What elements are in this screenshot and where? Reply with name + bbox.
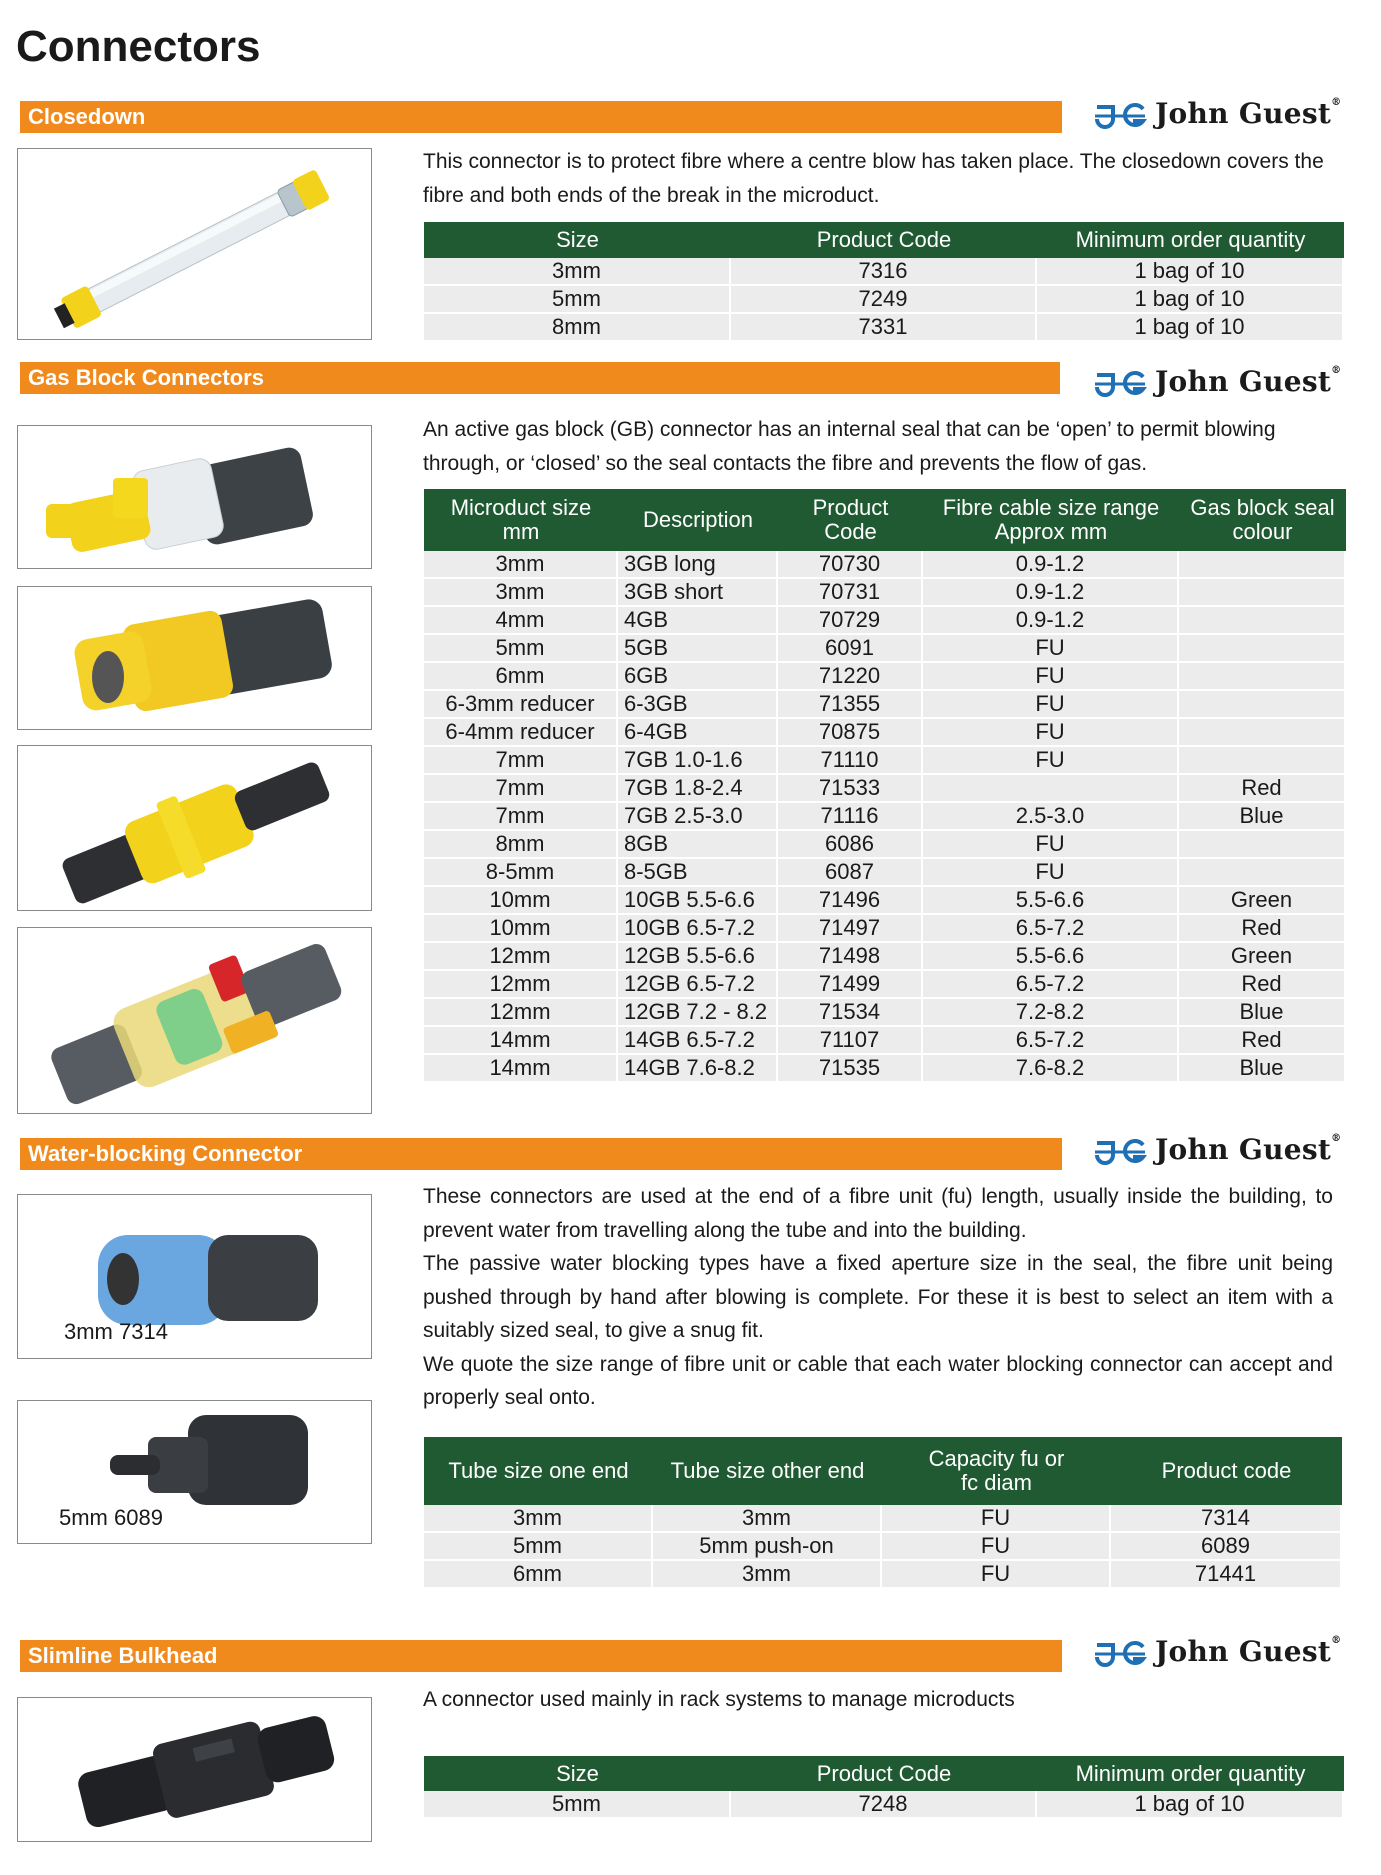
- table-cell: 14GB 6.5-7.2: [618, 1027, 778, 1055]
- bulkhead-header-cell: Size: [424, 1756, 731, 1791]
- table-row: [424, 887, 1346, 915]
- table-cell: 12mm: [424, 999, 618, 1027]
- gas-block-header-cell: Gas block seal colour: [1179, 489, 1346, 551]
- table-cell: 71533: [778, 775, 923, 803]
- table-cell: 14mm: [424, 1027, 618, 1055]
- table-cell: 7mm: [424, 803, 618, 831]
- table-cell: 14mm: [424, 1055, 618, 1083]
- table-cell: 7314: [1111, 1505, 1342, 1533]
- gas-block-image-3: [17, 745, 372, 911]
- table-cell: FU: [882, 1561, 1111, 1589]
- table-cell: [1179, 719, 1346, 747]
- table-cell: Blue: [1179, 1055, 1346, 1083]
- table-row: [424, 803, 1346, 831]
- table-cell: [1179, 635, 1346, 663]
- table-cell: FU: [923, 719, 1179, 747]
- table-row: [424, 775, 1346, 803]
- bulkhead-header-cell: Minimum order quantity: [1037, 1756, 1344, 1791]
- table-cell: 6-4GB: [618, 719, 778, 747]
- table-cell: FU: [882, 1505, 1111, 1533]
- table-cell: 4mm: [424, 607, 618, 635]
- table-cell: 6mm: [424, 1561, 653, 1589]
- table-cell: 70731: [778, 579, 923, 607]
- table-cell: FU: [882, 1533, 1111, 1561]
- table-cell: 7331: [731, 314, 1037, 342]
- water-blocking-header-cell: Tube size one end: [424, 1437, 653, 1505]
- table-cell: 1 bag of 10: [1037, 258, 1344, 286]
- table-row: [424, 1055, 1346, 1083]
- table-row: [424, 1505, 1342, 1533]
- table-row: [424, 663, 1346, 691]
- table-cell: 3GB short: [618, 579, 778, 607]
- john-guest-logo-icon: [1093, 1637, 1147, 1667]
- table-cell: 5.5-6.6: [923, 887, 1179, 915]
- caption-5mm: 5mm 6089: [59, 1505, 163, 1530]
- water-blocking-header-cell: Product code: [1111, 1437, 1342, 1505]
- table-cell: [1179, 551, 1346, 579]
- table-cell: 7GB 2.5-3.0: [618, 803, 778, 831]
- table-cell: 71110: [778, 747, 923, 775]
- closedown-description: This connector is to protect fibre where a centre blow has taken place. The closedown covers the fibre and both ends of the break in the microduct.: [423, 150, 1324, 207]
- john-guest-logo-icon: [1093, 367, 1147, 397]
- table-cell: 71441: [1111, 1561, 1342, 1589]
- table-cell: Green: [1179, 943, 1346, 971]
- table-cell: Red: [1179, 971, 1346, 999]
- closedown-header-cell: Size: [424, 222, 731, 258]
- table-cell: 6091: [778, 635, 923, 663]
- table-cell: 71535: [778, 1055, 923, 1083]
- gas-block-header-cell: Product Code: [778, 489, 923, 551]
- table-cell: 6087: [778, 859, 923, 887]
- table-cell: [1179, 663, 1346, 691]
- table-cell: 70729: [778, 607, 923, 635]
- table-cell: 71220: [778, 663, 923, 691]
- table-cell: 7.6-8.2: [923, 1055, 1179, 1083]
- table-row: [424, 691, 1346, 719]
- table-cell: FU: [923, 663, 1179, 691]
- section-bar-gas-block: Gas Block Connectors: [20, 362, 1060, 394]
- table-cell: FU: [923, 691, 1179, 719]
- table-cell: 8-5GB: [618, 859, 778, 887]
- table-cell: 71355: [778, 691, 923, 719]
- water-blocking-description: These connectors are used at the end of a fibre unit (fu) length, usually inside the building, to prevent water from travelling along the tube and into the building. The passive water blocking types have a fixed aperture size in the seal, the fibre unit being pushed through by hand after blowing is complete. For these it is best to select an item with a suitably sized seal, to give a snug fit. We quote the size range of fibre unit or cable that each water blocking connector can accept and properly seal onto.: [423, 1185, 1333, 1409]
- table-cell: 6GB: [618, 663, 778, 691]
- table-cell: FU: [923, 859, 1179, 887]
- bulkhead-table: [424, 1756, 1344, 1819]
- table-row: [424, 999, 1346, 1027]
- table-cell: 3mm: [424, 551, 618, 579]
- table-row: [424, 1533, 1342, 1561]
- table-cell: [1179, 859, 1346, 887]
- table-cell: 10GB 5.5-6.6: [618, 887, 778, 915]
- table-cell: 1 bag of 10: [1037, 1791, 1344, 1819]
- gas-block-image-1: [17, 425, 372, 569]
- table-cell: 10mm: [424, 887, 618, 915]
- table-cell: 71534: [778, 999, 923, 1027]
- table-cell: 6-3GB: [618, 691, 778, 719]
- table-cell: 6-3mm reducer: [424, 691, 618, 719]
- table-cell: 12GB 6.5-7.2: [618, 971, 778, 999]
- table-cell: Green: [1179, 887, 1346, 915]
- table-cell: 3mm: [424, 579, 618, 607]
- table-cell: 71498: [778, 943, 923, 971]
- table-row: [424, 1561, 1342, 1589]
- table-row: [424, 314, 1344, 342]
- table-cell: 2.5-3.0: [923, 803, 1179, 831]
- table-cell: 5mm push-on: [653, 1533, 882, 1561]
- table-cell: 7GB 1.0-1.6: [618, 747, 778, 775]
- page-title: Connectors: [16, 22, 261, 71]
- table-row: [424, 859, 1346, 887]
- table-cell: 6089: [1111, 1533, 1342, 1561]
- table-cell: 0.9-1.2: [923, 579, 1179, 607]
- table-cell: 3mm: [653, 1505, 882, 1533]
- john-guest-logo-icon: [1093, 99, 1147, 129]
- table-cell: 5mm: [424, 286, 731, 314]
- table-cell: 8GB: [618, 831, 778, 859]
- table-cell: 6.5-7.2: [923, 1027, 1179, 1055]
- table-row: [424, 258, 1344, 286]
- table-cell: 6-4mm reducer: [424, 719, 618, 747]
- table-cell: [1179, 607, 1346, 635]
- table-row: [424, 719, 1346, 747]
- table-cell: 0.9-1.2: [923, 607, 1179, 635]
- table-cell: 6086: [778, 831, 923, 859]
- table-cell: 12mm: [424, 943, 618, 971]
- table-row: [424, 943, 1346, 971]
- table-row: [424, 831, 1346, 859]
- section-bar-closedown: Closedown: [20, 101, 1062, 133]
- table-cell: 1 bag of 10: [1037, 286, 1344, 314]
- closedown-header-cell: Minimum order quantity: [1037, 222, 1344, 258]
- table-row: [424, 286, 1344, 314]
- table-row: [424, 1791, 1344, 1819]
- table-cell: 5mm: [424, 1791, 731, 1819]
- john-guest-logo-icon: [1093, 1135, 1147, 1165]
- caption-3mm: 3mm 7314: [64, 1319, 168, 1344]
- table-cell: 7GB 1.8-2.4: [618, 775, 778, 803]
- table-cell: 71107: [778, 1027, 923, 1055]
- table-cell: 71116: [778, 803, 923, 831]
- table-cell: 8-5mm: [424, 859, 618, 887]
- table-cell: 3mm: [653, 1561, 882, 1589]
- table-cell: [1179, 831, 1346, 859]
- table-cell: Red: [1179, 1027, 1346, 1055]
- table-cell: 3GB long: [618, 551, 778, 579]
- bulkhead-header-cell: Product Code: [731, 1756, 1037, 1791]
- closedown-header-cell: Product Code: [731, 222, 1037, 258]
- table-cell: 71497: [778, 915, 923, 943]
- table-cell: 7.2-8.2: [923, 999, 1179, 1027]
- table-cell: 5.5-6.6: [923, 943, 1179, 971]
- water-blocking-image-3mm: [17, 1194, 372, 1359]
- closedown-product-image: [17, 148, 372, 340]
- table-cell: 8mm: [424, 831, 618, 859]
- table-cell: 5mm: [424, 1533, 653, 1561]
- table-cell: 12mm: [424, 971, 618, 999]
- table-cell: Blue: [1179, 999, 1346, 1027]
- gas-block-header-cell: Microduct size mm: [424, 489, 618, 551]
- table-row: [424, 915, 1346, 943]
- table-cell: 7mm: [424, 775, 618, 803]
- table-cell: FU: [923, 747, 1179, 775]
- closedown-table: [424, 222, 1344, 342]
- gas-block-header-cell: Fibre cable size range Approx mm: [923, 489, 1179, 551]
- table-cell: 5GB: [618, 635, 778, 663]
- brand-logo: John Guest®: [1093, 1133, 1341, 1166]
- table-cell: 14GB 7.6-8.2: [618, 1055, 778, 1083]
- water-blocking-image-5mm: [17, 1400, 372, 1544]
- table-cell: 3mm: [424, 258, 731, 286]
- table-row: [424, 607, 1346, 635]
- gas-block-image-2: [17, 586, 372, 730]
- table-cell: 71499: [778, 971, 923, 999]
- table-cell: 70730: [778, 551, 923, 579]
- table-cell: 8mm: [424, 314, 731, 342]
- water-blocking-header-cell: Tube size other end: [653, 1437, 882, 1505]
- table-cell: 7mm: [424, 747, 618, 775]
- table-cell: [1179, 579, 1346, 607]
- table-cell: 4GB: [618, 607, 778, 635]
- table-cell: 0.9-1.2: [923, 551, 1179, 579]
- section-bar-water-blocking: Water-blocking Connector: [20, 1138, 1062, 1170]
- water-blocking-header-cell: Capacity fu or fc diam: [882, 1437, 1111, 1505]
- table-cell: 71496: [778, 887, 923, 915]
- bulkhead-product-image: [17, 1697, 372, 1842]
- table-cell: 5mm: [424, 635, 618, 663]
- table-cell: [1179, 747, 1346, 775]
- table-cell: 70875: [778, 719, 923, 747]
- table-row: [424, 747, 1346, 775]
- gas-block-table: [424, 489, 1346, 1083]
- bulkhead-description: A connector used mainly in rack systems to manage microducts: [423, 1688, 1015, 1711]
- table-row: [424, 635, 1346, 663]
- table-row: [424, 579, 1346, 607]
- table-row: [424, 971, 1346, 999]
- brand-logo: John Guest®: [1093, 97, 1341, 130]
- table-cell: 6.5-7.2: [923, 915, 1179, 943]
- table-cell: Blue: [1179, 803, 1346, 831]
- table-cell: 7249: [731, 286, 1037, 314]
- water-blocking-table: [424, 1437, 1342, 1589]
- table-cell: 7248: [731, 1791, 1037, 1819]
- table-cell: Red: [1179, 915, 1346, 943]
- table-cell: 7316: [731, 258, 1037, 286]
- table-cell: [1179, 691, 1346, 719]
- table-cell: 10GB 6.5-7.2: [618, 915, 778, 943]
- table-cell: 1 bag of 10: [1037, 314, 1344, 342]
- table-cell: FU: [923, 831, 1179, 859]
- table-cell: 6mm: [424, 663, 618, 691]
- table-row: [424, 551, 1346, 579]
- section-bar-bulkhead: Slimline Bulkhead: [20, 1640, 1062, 1672]
- brand-logo: John Guest®: [1093, 1635, 1341, 1668]
- table-cell: 12GB 7.2 - 8.2: [618, 999, 778, 1027]
- table-cell: [923, 775, 1179, 803]
- table-cell: 12GB 5.5-6.6: [618, 943, 778, 971]
- table-cell: 3mm: [424, 1505, 653, 1533]
- table-cell: Red: [1179, 775, 1346, 803]
- table-row: [424, 1027, 1346, 1055]
- table-cell: 10mm: [424, 915, 618, 943]
- gas-block-header-cell: Description: [618, 489, 778, 551]
- table-cell: 6.5-7.2: [923, 971, 1179, 999]
- brand-logo: John Guest®: [1093, 365, 1341, 398]
- table-cell: FU: [923, 635, 1179, 663]
- gas-block-description: An active gas block (GB) connector has an internal seal that can be ‘open’ to permit blowing through, or ‘closed’ so the seal contacts the fibre and prevents the flow of gas.: [423, 418, 1276, 475]
- gas-block-image-4: [17, 927, 372, 1114]
